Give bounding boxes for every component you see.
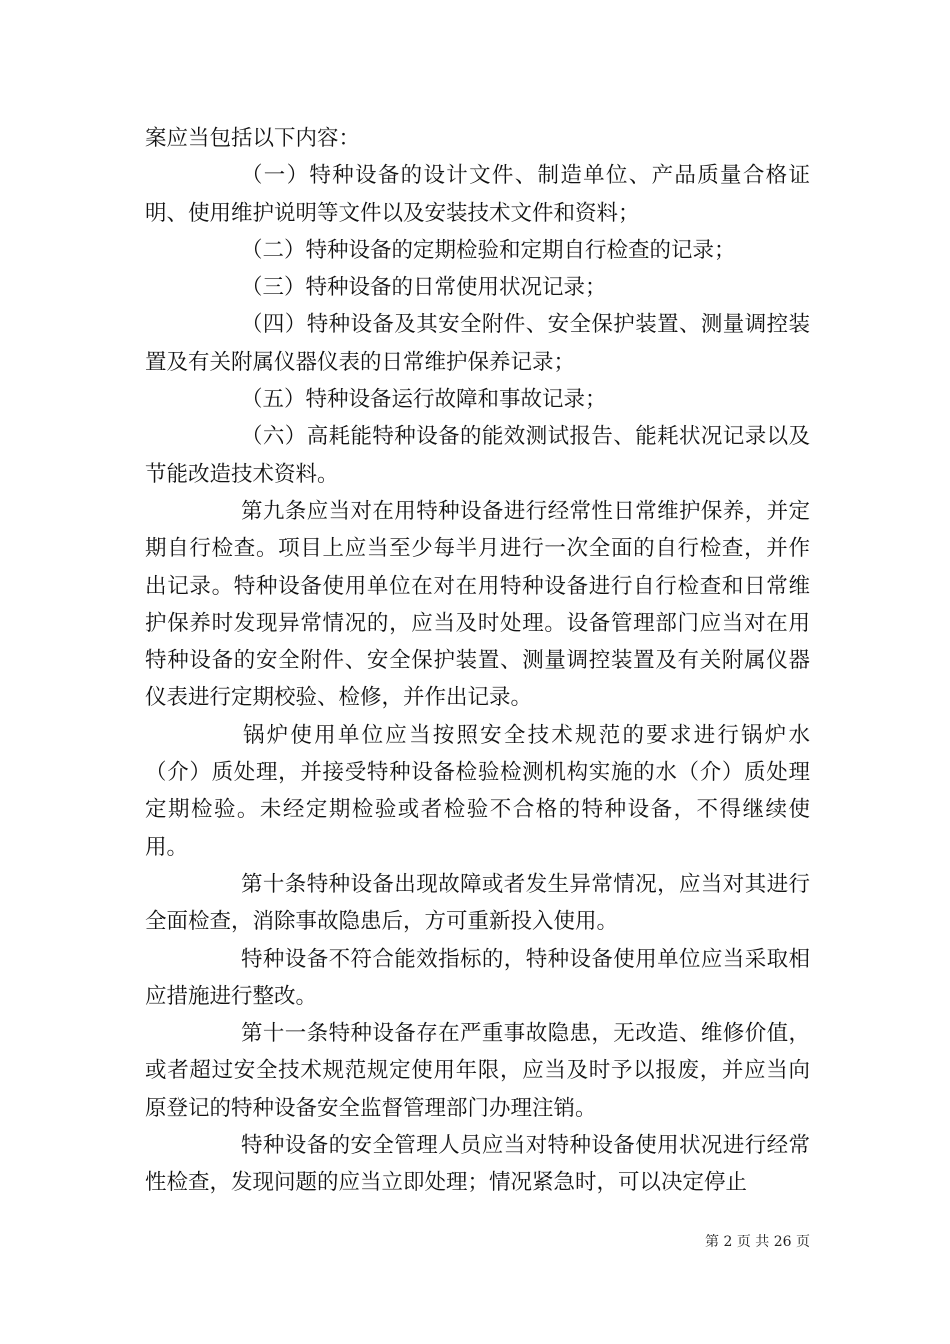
paragraph-inspection: 特种设备的安全管理人员应当对特种设备使用状况进行经常性检查，发现问题的应当立即处理；情况紧急时，可以决定停止: [145, 1133, 810, 1196]
list-item-1: （一）特种设备的设计文件、制造单位、产品质量合格证明、使用维护说明等文件以及安装技术文件和资料；: [145, 163, 810, 226]
page-number: 第 2 页 共 26 页: [705, 1234, 810, 1250]
document-body: [145, 120, 810, 1202]
article-10: 第十条特种设备出现故障或者发生异常情况，应当对其进行全面检查，消除事故隐患后，方可重新投入使用。: [145, 871, 810, 935]
paragraph-continuation: 案应当包括以下内容：: [145, 126, 361, 151]
article-9: 第九条应当对在用特种设备进行经常性日常维护保养，并定期自行检查。项目上应当至少每半月进行一次全面的自行检查，并作出记录。特种设备使用单位在对在用特种设备进行自行检查和日常维护保养时发现异常情况的，应当及时处理。设备管理部门应当对在用特种设备的安全附件、安全保护装置、测量调控装置及有关附属仪器仪表进行定期校验、检修，并作出记录。: [145, 498, 810, 711]
paragraph-energy: 特种设备不符合能效指标的，特种设备使用单位应当采取相应措施进行整改。: [145, 946, 810, 1009]
paragraph-boiler: 锅炉使用单位应当按照安全技术规范的要求进行锅炉水（介）质处理，并接受特种设备检验检测机构实施的水（介）质处理定期检验。未经定期检验或者检验不合格的特种设备，不得继续使用。: [145, 722, 810, 860]
list-item-2: （二）特种设备的定期检验和定期自行检查的记录；: [241, 237, 736, 263]
list-item-3: （三）特种设备的日常使用状况记录；: [241, 275, 607, 301]
article-11: 第十一条特种设备存在严重事故隐患，无改造、维修价值，或者超过安全技术规范规定使用年限，应当及时予以报废，并应当向原登记的特种设备安全监督管理部门办理注销。: [145, 1021, 810, 1121]
list-item-5: （五）特种设备运行故障和事故记录；: [241, 387, 607, 413]
list-item-4: （四）特种设备及其安全附件、安全保护装置、测量调控装置及有关附属仪器仪表的日常维护保养记录；: [145, 312, 810, 375]
list-item-6: （六）高耗能特种设备的能效测试报告、能耗状况记录以及节能改造技术资料。: [145, 424, 810, 487]
